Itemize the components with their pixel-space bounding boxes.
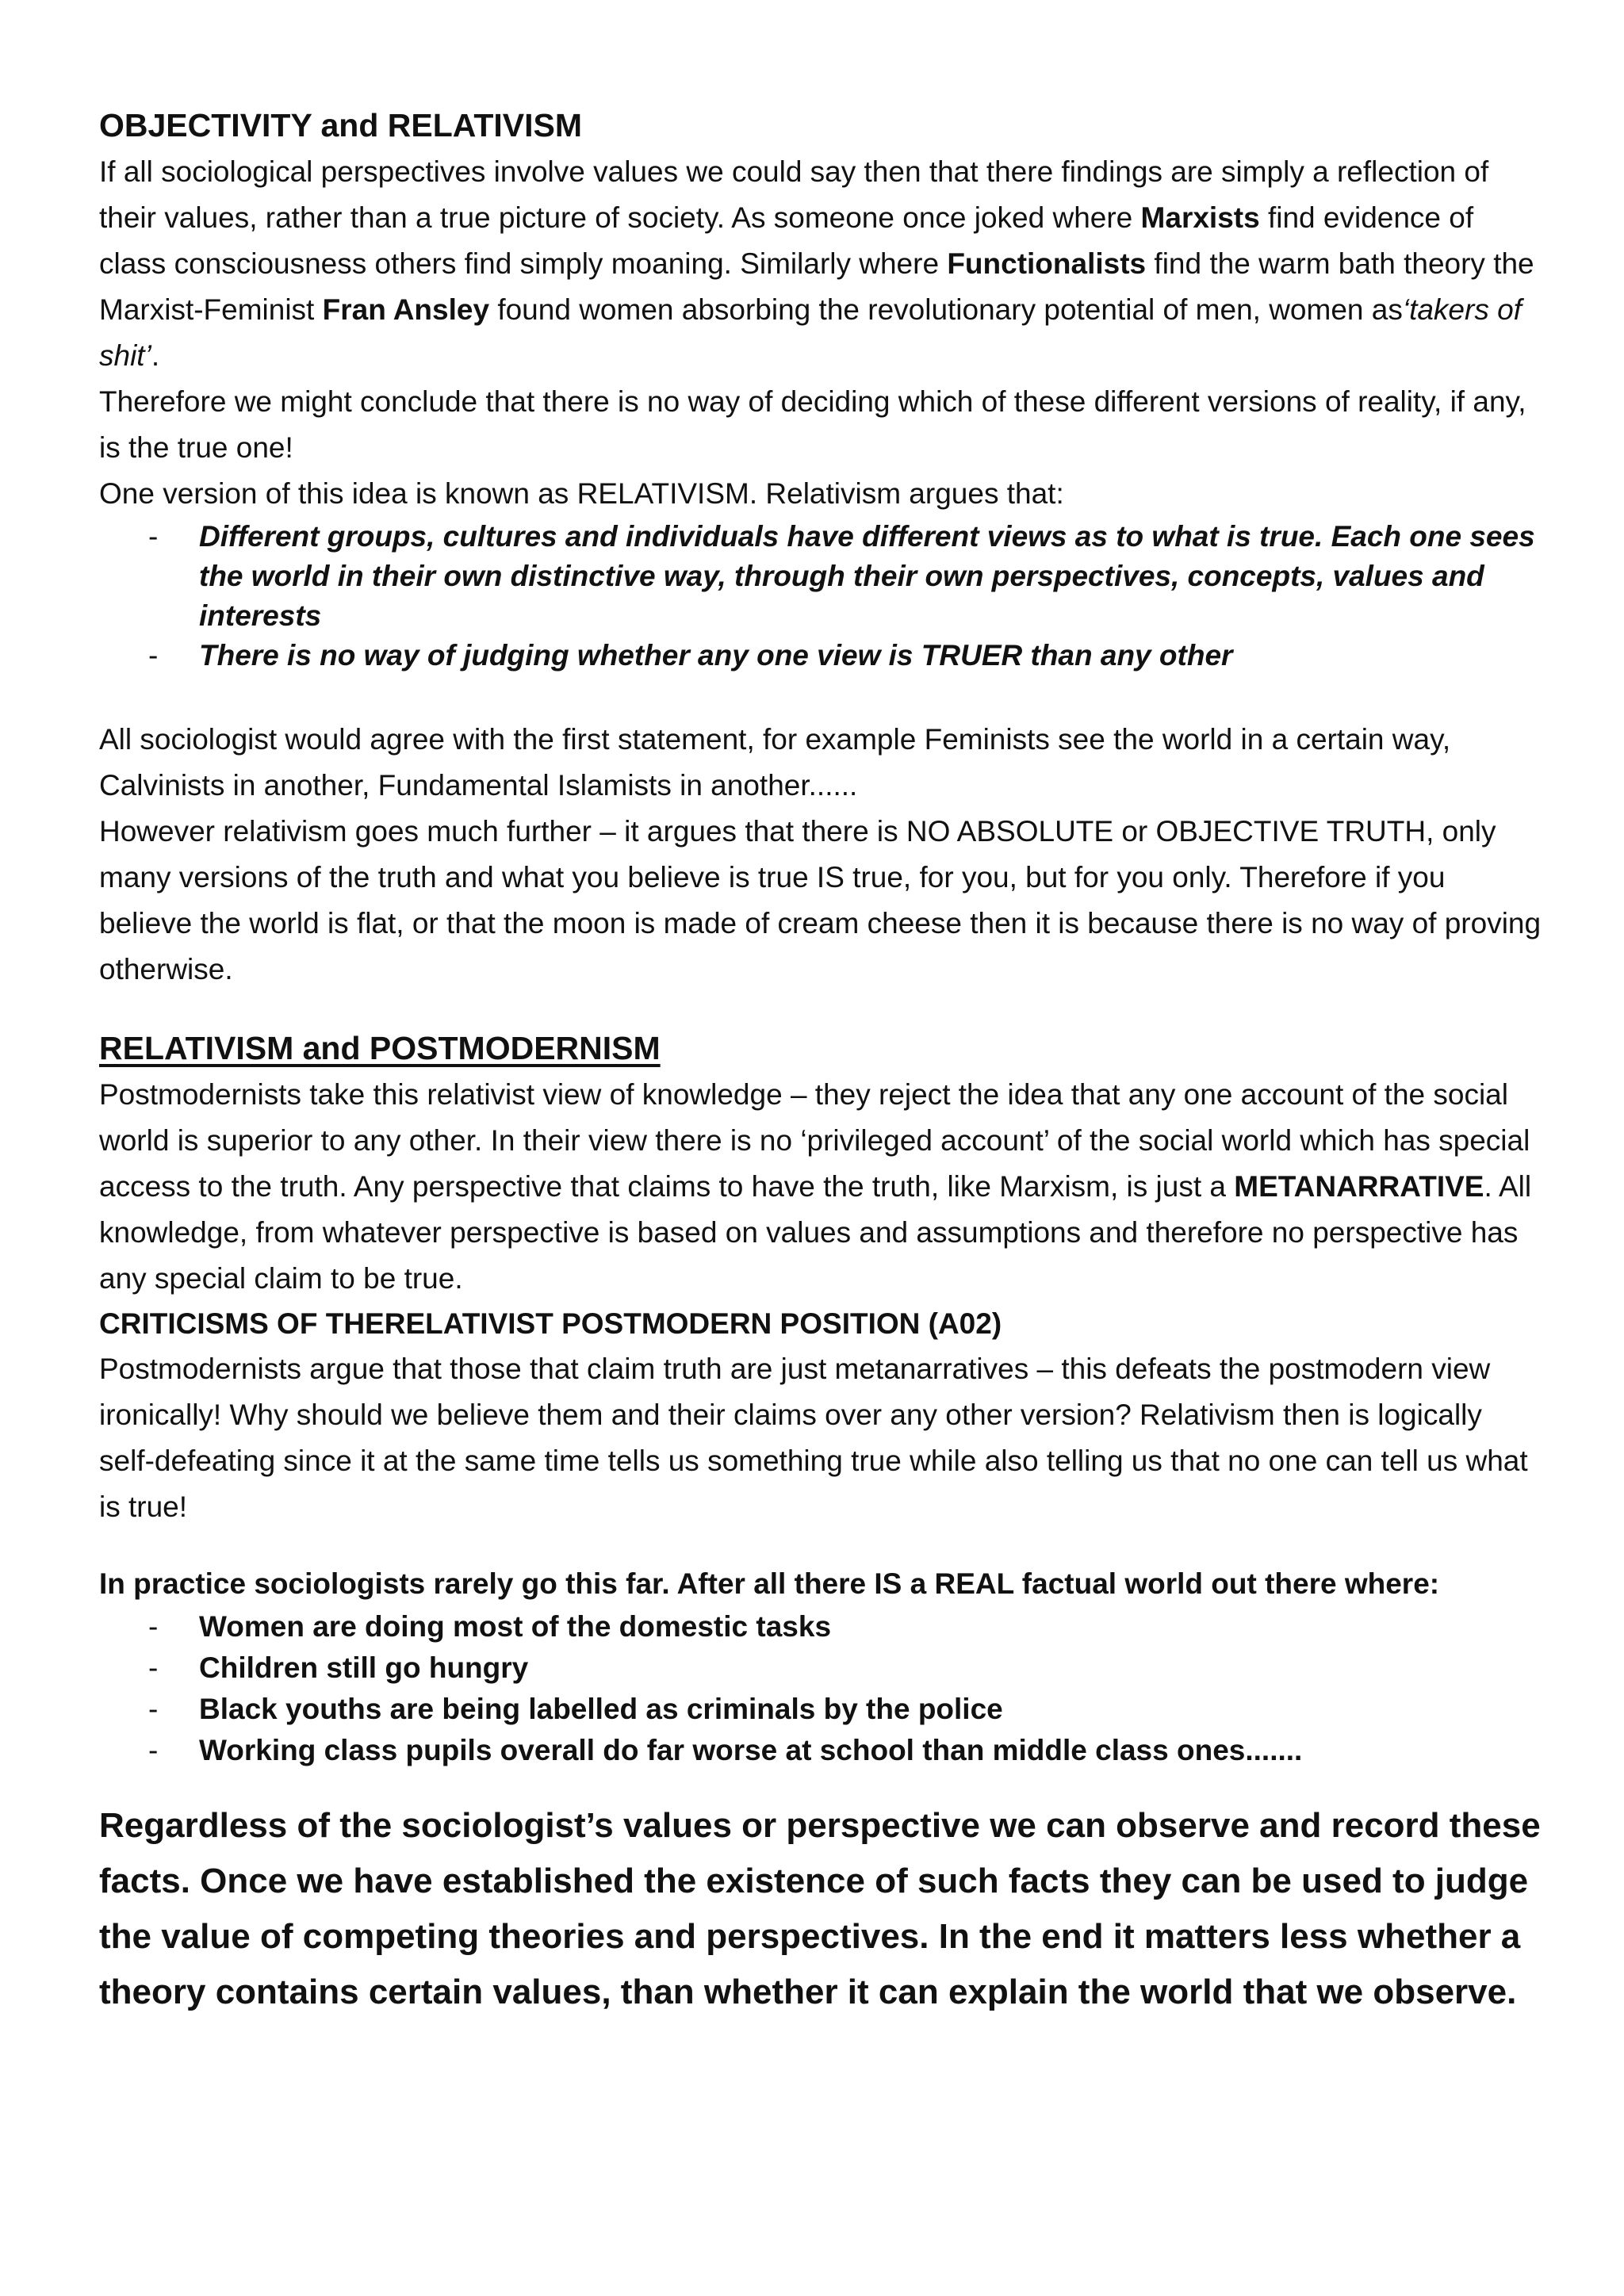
- term-functionalists: Functionalists: [947, 247, 1147, 280]
- section-heading-objectivity: OBJECTIVITY and RELATIVISM: [99, 107, 582, 144]
- subheading-criticisms: CRITICISMS OF THERELATIVIST POSTMODERN POSITION (A02): [99, 1307, 1002, 1340]
- list-item: - There is no way of judging whether any one view is TRUER than any other: [99, 636, 1542, 675]
- name-fran-ansley: Fran Ansley: [322, 293, 490, 326]
- section-heading-postmodernism: RELATIVISM and POSTMODERNISM: [99, 1030, 661, 1066]
- list-item: - Working class pupils overall do far worse at school than middle class ones.......: [99, 1730, 1542, 1771]
- term-metanarrative: METANARRATIVE: [1234, 1170, 1484, 1203]
- paragraph-postmodernists: Postmodernists take this relativist view of knowledge – they reject the idea that any one account of the social world is superior to any other. In their view there is no ‘privileged account’ of the social world which has special access to the truth. Any perspective that claims to have the truth, like Marxism, is just a METANARRATIVE. All knowledge, from whatever perspective is based on values and assumptions and therefore no perspective has any special claim to be true.: [99, 1078, 1532, 1295]
- paragraph-conclusion-versions: Therefore we might conclude that there is no way of deciding which of these different versions of reality, if any, is the true one!: [99, 385, 1526, 464]
- paragraph-final-conclusion: Regardless of the sociologist’s values or perspective we can observe and record these facts. Once we have established the existence of such facts they can be used to judge the value of competing theories and perspectives. In the end it matters less whether a theory contains certain values, than whether it can explain the world that we observe.: [99, 1806, 1541, 2011]
- relativism-claims-list: [99, 517, 1542, 675]
- spacer: [99, 675, 1542, 717]
- list-item: - Black youths are being labelled as criminals by the police: [99, 1689, 1542, 1730]
- list-item: - Children still go hungry: [99, 1647, 1542, 1689]
- paragraph-first-statement: All sociologist would agree with the first statement, for example Feminists see the world in a certain way, Calvinists in another, Fundamental Islamists in another......: [99, 723, 1451, 802]
- paragraph-self-defeating: Postmodernists argue that those that claim truth are just metanarratives – this defeats the postmodern view ironically! Why should we believe them and their claims over any other version? Relativism then is logically self-defeating since it at the same time tells us something true while also telling us that no one can tell us what is true!: [99, 1353, 1528, 1523]
- paragraph-values-reflection: If all sociological perspectives involve values we could say then that there findings are simply a reflection of their values, rather than a true picture of society. As someone once joked where Marxists find evidence of class consciousness others find simply moaning. Similarly where Functionalists find the warm bath theory the Marxist-Feminist Fran Ansley found women absorbing the revolutionary potential of men, women as‘takers of shit’.: [99, 155, 1534, 372]
- list-item: - Different groups, cultures and individuals have different views as to what is true. Each one sees the world in their own distinctive way, through their own perspectives, concepts, values and interests: [99, 517, 1542, 636]
- facts-list: [99, 1606, 1542, 1771]
- quote-takers: ‘takers of shit’: [99, 293, 1522, 372]
- spacer: [99, 993, 1542, 1024]
- term-marxists: Marxists: [1140, 201, 1260, 234]
- list-item: - Women are doing most of the domestic tasks: [99, 1606, 1542, 1647]
- paragraph-no-absolute-truth: However relativism goes much further – it argues that there is NO ABSOLUTE or OBJECTIVE TRUTH, only many versions of the truth and what you believe is true IS true, for you, but for you only. Therefore if you believe the world is flat, or that the moon is made of cream cheese then it is because there is no way of proving otherwise.: [99, 815, 1542, 985]
- spacer: [99, 1530, 1542, 1562]
- paragraph-relativism-intro: One version of this idea is known as RELATIVISM. Relativism argues that:: [99, 477, 1064, 510]
- document-page: [99, 101, 1542, 2020]
- paragraph-real-world: In practice sociologists rarely go this far. After all there IS a REAL factual world out there where:: [99, 1567, 1440, 1600]
